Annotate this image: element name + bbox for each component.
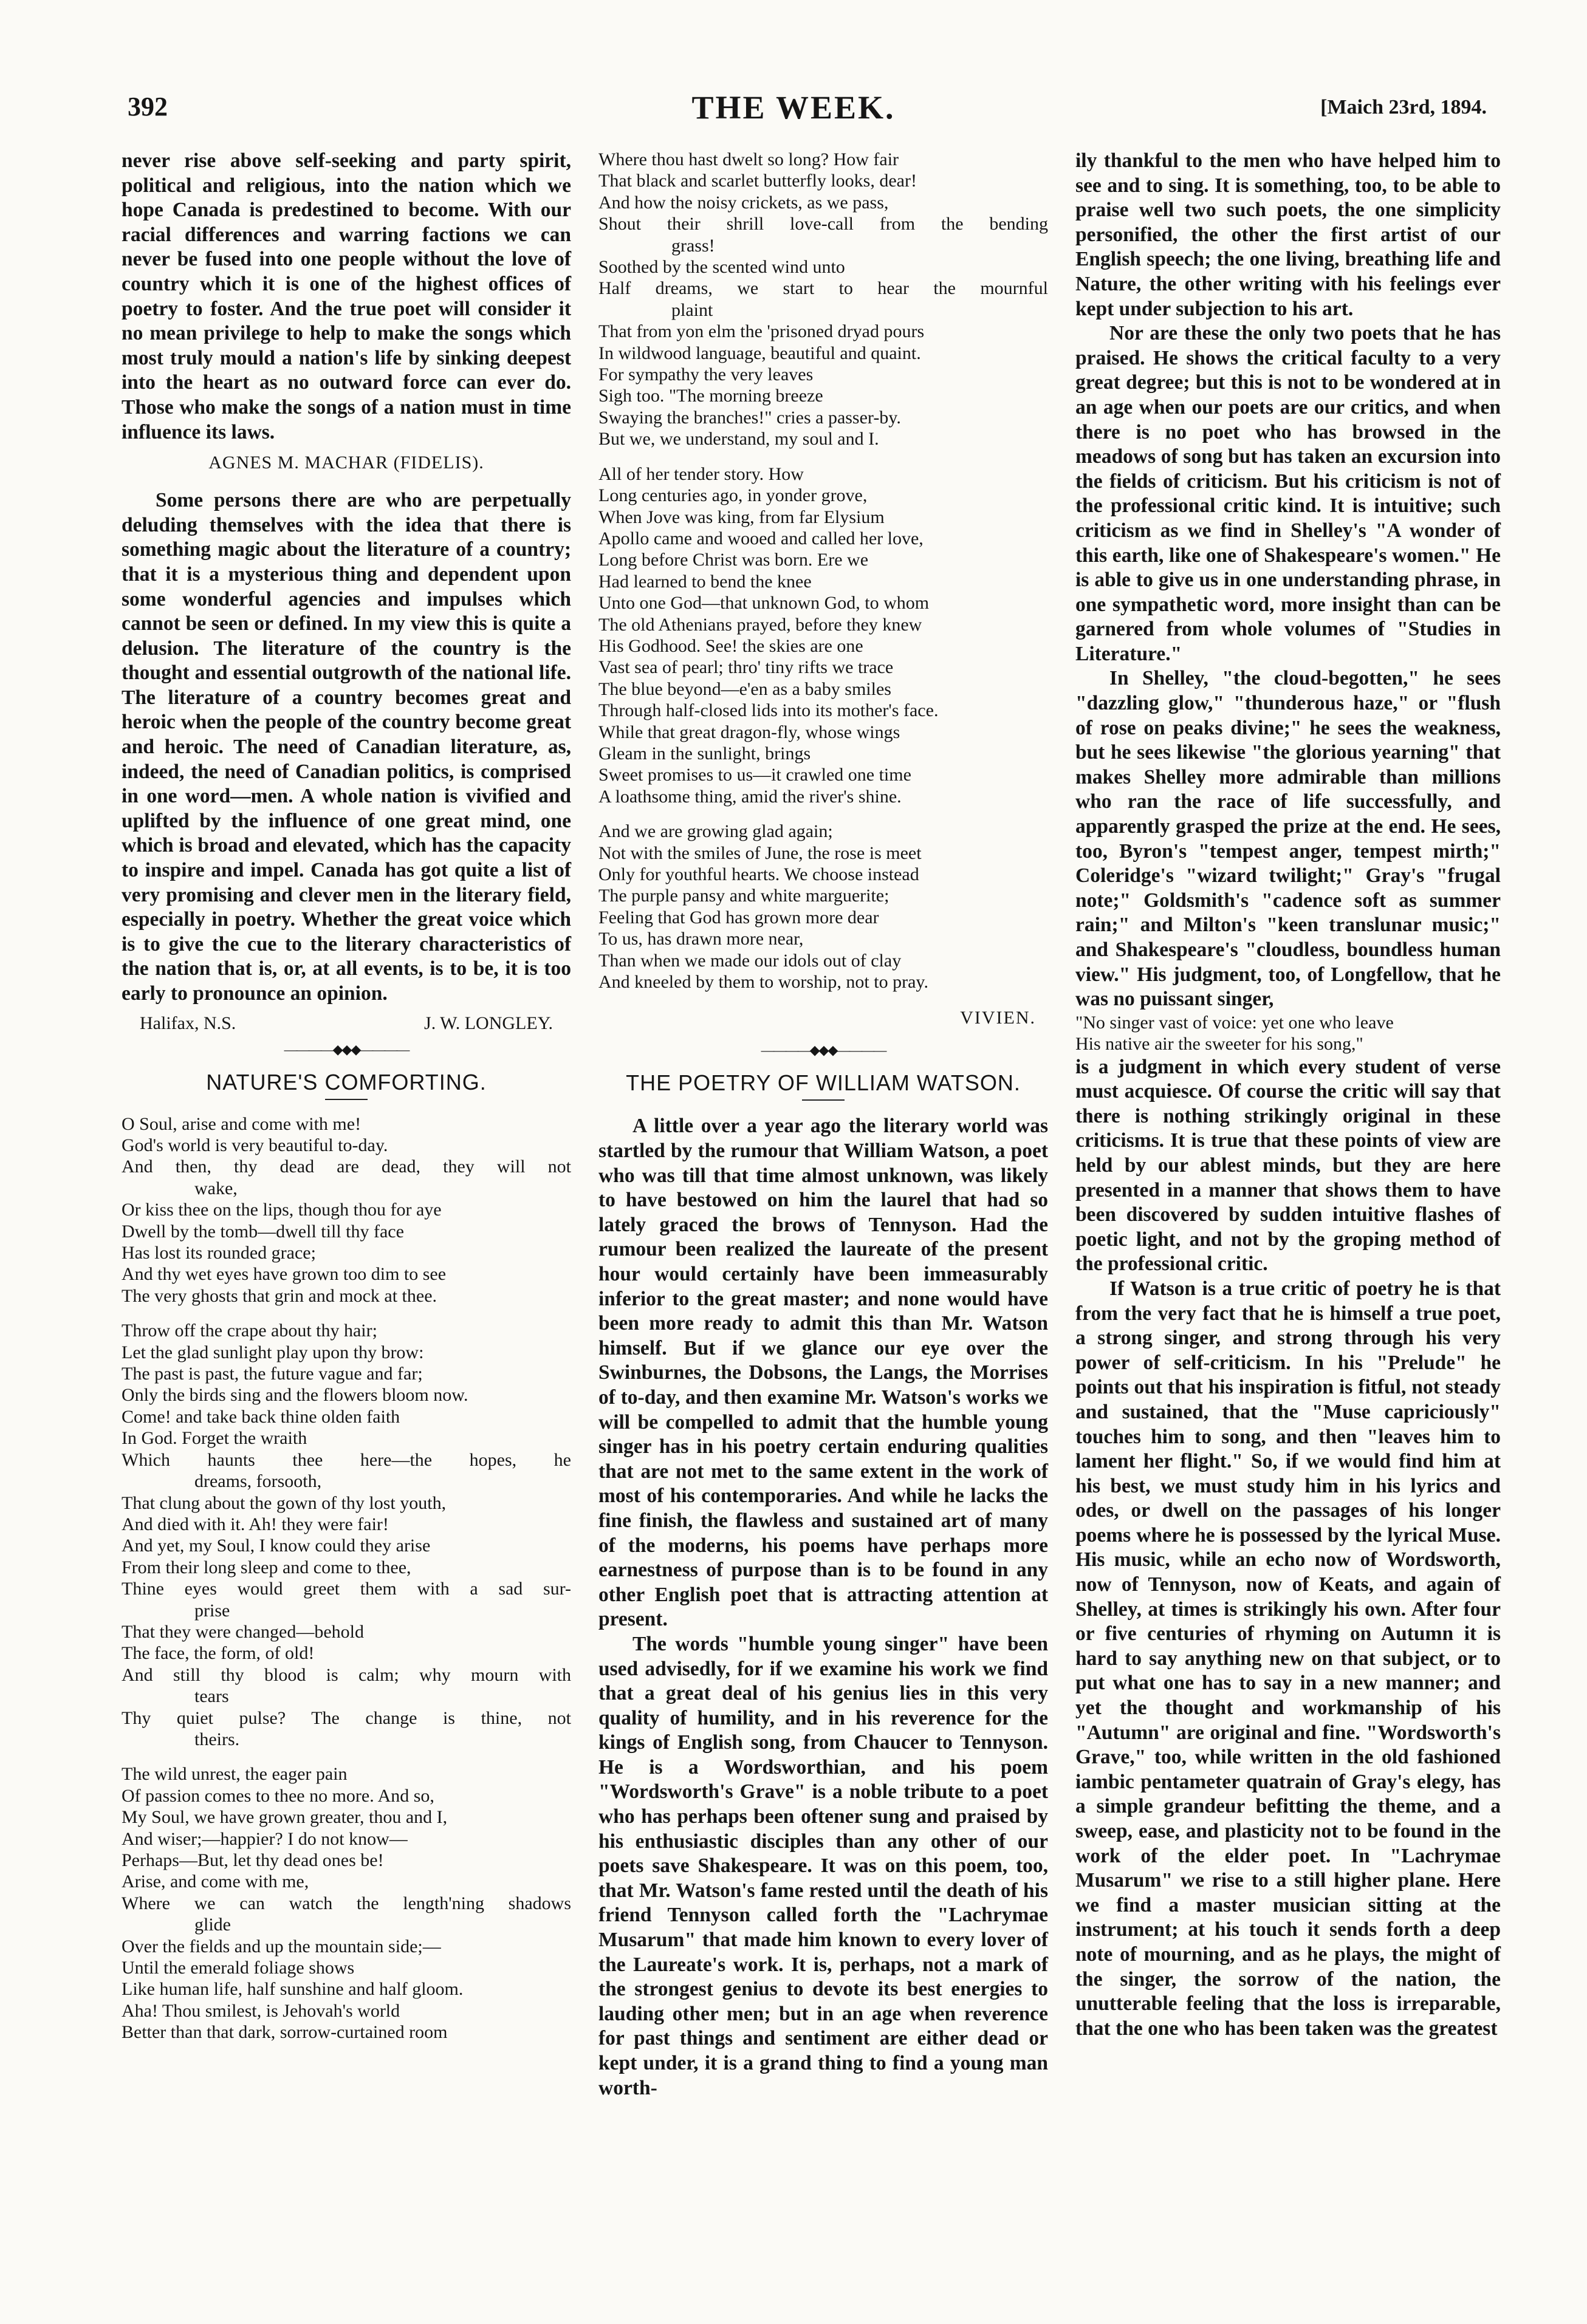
poem-line: Which haunts thee here—the hopes, he	[122, 1449, 571, 1470]
poem-line: tears	[194, 1686, 229, 1707]
page-number: 392	[128, 92, 168, 121]
poem-line: That clung about the gown of thy lost youth,	[122, 1492, 447, 1513]
poem-signature-vivien: VIVIEN.	[960, 1008, 1036, 1028]
masthead: THE WEEK.	[691, 89, 896, 126]
poem-line: Gleam in the sunlight, brings	[598, 743, 811, 764]
article-paragraph: ily thankful to the men who have helped him to see and to sing. It is something, too, to be able to praise well two such poets, the one simplicity personified, the other the first artist of our English speech; the one living, breathing life and Nature, the other writing with his feelings ever kept under subjection to his art.	[1075, 149, 1501, 320]
poem-line: Where thou hast dwelt so long? How fair	[598, 149, 899, 169]
poem-line: And yet, my Soul, I know could they arise	[122, 1536, 431, 1556]
poem-line: Swaying the branches!" cries a passer-by.	[598, 407, 901, 428]
poem-line: Shout their shrill love-call from the bending	[598, 214, 1048, 234]
poem-line: wake,	[194, 1178, 238, 1198]
poem-line: Dwell by the tomb—dwell till thy face	[122, 1221, 404, 1242]
poem-line: That black and scarlet butterfly looks, dear!	[598, 171, 917, 191]
poem-line: glide	[194, 1915, 231, 1935]
poem-line: Thy quiet pulse? The change is thine, not	[122, 1707, 571, 1728]
poem-line: And died with it. Ah! they were fair!	[122, 1514, 389, 1534]
poem-line: O Soul, arise and come with me!	[122, 1113, 362, 1134]
poem-line: theirs.	[194, 1729, 240, 1749]
article-paragraph: is a judgment in which every student of verse must acquiesce. Of course the critic will say that there is nothing strikingly original in these criticisms. It is true that these points of view are held by our ablest minds, but they are here presented in a manner that shows them to have been discovered by sudden intuitive flashes of poetic light, and not by the groping method of the professional critic.	[1075, 1055, 1501, 1276]
poem-line: Than when we made our idols out of clay	[598, 950, 902, 971]
poem-line: Better than that dark, sorrow-curtained room	[122, 2022, 448, 2043]
poem-line: Perhaps—But, let thy dead ones be!	[122, 1850, 384, 1870]
column-2	[598, 149, 1048, 2100]
poem-line: And thy wet eyes have grown too dim to see	[122, 1264, 447, 1285]
page-header	[0, 91, 1587, 140]
section-divider: ————◆◆◆————	[284, 1041, 409, 1057]
poem-line: Unto one God—that unknown God, to whom	[598, 593, 930, 613]
section-divider: ————◆◆◆————	[761, 1042, 886, 1058]
poem-line: Until the emerald foliage shows	[122, 1958, 355, 1978]
poem-title: NATURE'S COMFORTING.	[206, 1069, 487, 1095]
poem-line: Over the fields and up the mountain side;—	[122, 1936, 441, 1957]
poem-line: And kneeled by them to worship, not to pray.	[598, 972, 928, 993]
poem-line: The very ghosts that grin and mock at thee.	[122, 1285, 437, 1306]
poem-line: Sigh too. "The morning breeze	[598, 386, 823, 406]
poem-line: Feeling that God has grown more dear	[598, 907, 879, 928]
poem-line: Vast sea of pearl; thro' tiny rifts we trace	[598, 657, 894, 678]
column-3	[1075, 149, 1501, 2041]
poem-line: That from yon elm the 'prisoned dryad pours	[598, 321, 925, 342]
author-signature-longley	[122, 1011, 571, 1036]
poem-line: My Soul, we have grown greater, thou and I,	[122, 1807, 448, 1828]
poem-line: God's world is very beautiful to-day.	[122, 1135, 388, 1155]
poem-line: In God. Forget the wraith	[122, 1428, 307, 1449]
poem-line: But we, we understand, my soul and I.	[598, 429, 879, 449]
poem-line: For sympathy the very leaves	[598, 364, 814, 385]
poem-line: Only the birds sing and the flowers bloom now.	[122, 1385, 468, 1406]
poem-line: And still thy blood is calm; why mourn with	[122, 1664, 571, 1685]
poem-line: And wiser;—happier? I do not know—	[122, 1828, 408, 1849]
poem-line: Long centuries ago, in yonder grove,	[598, 485, 868, 506]
poem-line: Aha! Thou smilest, is Jehovah's world	[122, 2000, 400, 2021]
poem-line: The wild unrest, the eager pain	[122, 1764, 348, 1785]
poem-line: prise	[194, 1600, 230, 1621]
title-rule	[802, 1099, 845, 1101]
poem-line: All of her tender story. How	[598, 463, 804, 484]
poem-line: Half dreams, we start to hear the mournful	[598, 278, 1048, 299]
article-paragraph: A little over a year ago the literary world was startled by the rumour that William Watson, a poet who was till that time almost unknown, was likely to have bestowed on him the laurel that had so lately graced the brows of Tennyson. Had the rumour been realized the laureate of the present hour would certainly have been immeasurably inferior to the great master; and none would have been more ready to admit this than Mr. Watson himself. But if we glance our eye over the Swinburnes, the Dobsons, the Langs, the Morrises of to-day, and then examine Mr. Watson's works we will be compelled to admit that the humble young singer has in his poetry certain enduring qualities that are not met to the same extent in the work of most of his contemporaries. And while he lacks the fine finish, the flawless and sustained art of many of the moderns, his poems have perhaps more earnestness of purpose than is to be found in any other English poet that is attracting attention at present.	[598, 1115, 1048, 1631]
poem-line: Of passion comes to thee no more. And so,	[122, 1785, 434, 1806]
poem-line: Soothed by the scented wind unto	[598, 257, 845, 278]
poem-line: To us, has drawn more near,	[598, 929, 804, 949]
poem-line: And then, thy dead are dead, they will not	[122, 1157, 571, 1177]
title-rule	[325, 1099, 368, 1100]
poem-line: The face, the form, of old!	[122, 1643, 315, 1664]
author-signature-machar: AGNES M. MACHAR (FIDELIS).	[208, 453, 484, 473]
poem-line: Long before Christ was born. Ere we	[598, 550, 869, 570]
poem-line: And how the noisy crickets, as we pass,	[598, 192, 889, 213]
poem-line: The blue beyond—e'en as a baby smiles	[598, 678, 891, 699]
poem-line: Like human life, half sunshine and half gloom.	[122, 1979, 464, 2000]
article-paragraph: Nor are these the only two poets that he has praised. He shows the critical faculty to a very great degree; but this is not to be wondered at in an age when our poets are our critics, and when there is no poet who has browsed in the meadows of song but has taken an excursion into the fields of criticism. But his criticism is not of the professional critic kind. It is intuitive; such criticism as we find in Shelley's "A wonder of this earth, like one of Shakespeare's women." He is able to give us in one understanding phrase, in one sympathetic word, more insight than can be garnered from whole volumes of "Studies in Literature."	[1075, 322, 1501, 665]
poem-line: And we are growing glad again;	[598, 821, 833, 842]
poem-line: Had learned to bend the knee	[598, 571, 812, 592]
poem-line: The past is past, the future vague and far;	[122, 1364, 423, 1384]
poem-line: Come! and take back thine olden faith	[122, 1406, 400, 1427]
poem-line: Or kiss thee on the lips, though thou for aye	[122, 1200, 442, 1220]
poem-line: From their long sleep and come to thee,	[122, 1557, 411, 1577]
poem-line: grass!	[671, 235, 715, 256]
article-paragraph: If Watson is a true critic of poetry he is that from the very fact that he is himself a true poet, a strong singer, and strong through his very power of self-criticism. In his "Prelude" he points out that his inspiration is fitful, not steady and sustained, that the "Muse capriciously" touches him to song, and then "leaves him to lament her flight." So, if we would find him at his best, we must study him in his lyrics and odes, or dwell on the passages of his longer poems where he is possessed by the lyrical Muse. His music, while an echo now of Wordsworth, now of Tennyson, now of Keats, and again of Shelley, at times is strikingly his own. After four or five centuries of rhyming on Autumn it is hard to say anything new on that subject, or to put what one has to say in a new manner; and yet the thought and workmanship of his "Autumn" are original and fine. "Wordsworth's Grave," too, while written in the old fashioned iambic pentameter quatrain of Gray's elegy, has a simple grandeur befitting the theme, and a sweep, ease, and plasticity not to be found in the work of the elder poet. In "Lachrymae Musarum" we rise to a still higher plane. Here we find a master musician sitting at the instrument; at his touch it sends forth a deep note of mourning, and as he plays, the might of the singer, the sorrow of the nation, the unutterable feeling that the loss is irreparable, that the one who has been taken was the greatest	[1075, 1277, 1501, 2040]
article-paragraph: In Shelley, "the cloud-begotten," he sees "dazzling glow," "thunderous haze," or "flush of rose on peaks divine;" he sees the weakness, but he sees likewise "the glorious yearning" that makes Shelley more admirable than millions who ran the race of life successfully, and apparently grasped the prize at the end. He sees, too, Byron's "tempest anger, tempest mirth;" Coleridge's "wizard twilight;" Gray's "frugal note;" Goldsmith's "cadence soft as summer rain;" and Milton's "keen translunar music;" and Shakespeare's "cloudless, boundless human view." His judgment, too, of Longfellow, that he was no puissant singer,	[1075, 667, 1501, 1011]
stanza-break	[598, 450, 1048, 463]
poem-line: Apollo came and wooed and called her love,	[598, 528, 924, 549]
poem-natures-comforting	[122, 1113, 571, 2043]
article-title: THE POETRY OF WILLIAM WATSON.	[626, 1070, 1021, 1096]
poem-line: Not with the smiles of June, the rose is meet	[598, 842, 922, 863]
poem-natures-comforting-continued	[598, 149, 1048, 993]
article-paragraph: The words "humble young singer" have been used advisedly, for if we examine his work we find that a great deal of his genius lies in this very quality of humility, and in his reverence for the kings of English song, from Chaucer to Tennyson. He is a Wordsworthian, and his poem "Wordsworth's Grave" is a noble tribute to a poet who has perhaps been oftener sung and praised by his enthusiastic disciples than any other of our poets save Shakespeare. It was on this poem, too, that Mr. Watson's fame rested until the death of his friend Tennyson called forth the "Lachrymae Musarum" that made him known to every lover of the Laureate's work. It is, perhaps, not a mark of the strongest genius to devote its best energies to lauding other men; but in an age when reverence for past things and sentiment are either dead or kept under, it is a grand thing to find a young man worth-	[598, 1632, 1048, 2099]
stanza-break	[122, 1307, 571, 1320]
poem-line: When Jove was king, from far Elysium	[598, 507, 885, 527]
agnes-machar-closing-paragraph: never rise above self-seeking and party spirit, political and religious, into the nation which we hope Canada is predestined to become. With our racial differences and warring factions we can never be fused into one people without the love of country which it is one of the highest offices of poetry to foster. And the true poet will consider it no mean privilege to help to make the songs which most truly mould a nation's life by sinking deepest into the heart as no outward force can ever do. Those who make the songs of a nation must in time influence its laws.	[122, 149, 571, 443]
poem-line: That they were changed—behold	[122, 1621, 365, 1642]
poem-line: plaint	[671, 299, 713, 320]
issue-date: [Maich 23rd, 1894.	[1320, 96, 1487, 118]
poem-line: dreams, forsooth,	[194, 1471, 322, 1492]
poem-line: The old Athenians prayed, before they knew	[598, 614, 922, 635]
longley-paragraph: Some persons there are who are perpetually deluding themselves with the idea that there is something magic about the literature of a country; that it is a mysterious thing and dependent upon some wonderful agencies and impulses which cannot be seen or defined. In my view this is quite a delusion. The literature of the country is the thought and essential outgrowth of the national life. The literature of a country becomes great and heroic when the people of the country become great and heroic. The need of Canadian literature, as, indeed, the need of Canadian politics, is comprised in one word—men. A whole nation is vivified and uplifted by the influence of one great mind, one which is broad and elevated, which has the capacity to inspire and impel. Canada has got quite a list of very promising and clever men in the literary field, especially in poetry. Whether the great voice which is to give the cue to the literary characteristics of the nation that is, or, at all events, is to be, it is too early to pronounce an opinion.	[122, 489, 571, 1005]
poem-line: Where we can watch the length'ning shadows	[122, 1893, 571, 1913]
poem-line: Through half-closed lids into its mother's face.	[598, 700, 939, 721]
column-1	[122, 149, 571, 2057]
poem-line: Thine eyes would greet them with a sad sur-	[122, 1579, 571, 1599]
poem-line: Sweet promises to us—it crawled one time	[598, 765, 911, 785]
poem-line: His Godhood. See! the skies are one	[598, 635, 863, 656]
signature-name: J. W. LONGLEY.	[424, 1013, 553, 1033]
stanza-break	[122, 1750, 571, 1763]
quoted-verse-line: His native air the sweeter for his song,"	[1075, 1034, 1363, 1054]
poem-line: In wildwood language, beautiful and quaint.	[598, 343, 921, 363]
poem-line: A loathsome thing, amid the river's shine.	[598, 786, 902, 807]
poem-line: Arise, and come with me,	[122, 1871, 309, 1892]
quoted-verse-line: "No singer vast of voice: yet one who leave	[1075, 1012, 1394, 1033]
poem-line: The purple pansy and white marguerite;	[598, 886, 889, 906]
poem-line: Let the glad sunlight play upon thy brow:	[122, 1342, 424, 1362]
stanza-break	[598, 807, 1048, 821]
poem-line: Has lost its rounded grace;	[122, 1243, 316, 1263]
signature-place: Halifax, N.S.	[140, 1013, 236, 1033]
poem-line: Throw off the crape about thy hair;	[122, 1321, 377, 1341]
poem-line: While that great dragon-fly, whose wings	[598, 722, 900, 742]
poem-line: Only for youthful hearts. We choose instead	[598, 864, 919, 884]
